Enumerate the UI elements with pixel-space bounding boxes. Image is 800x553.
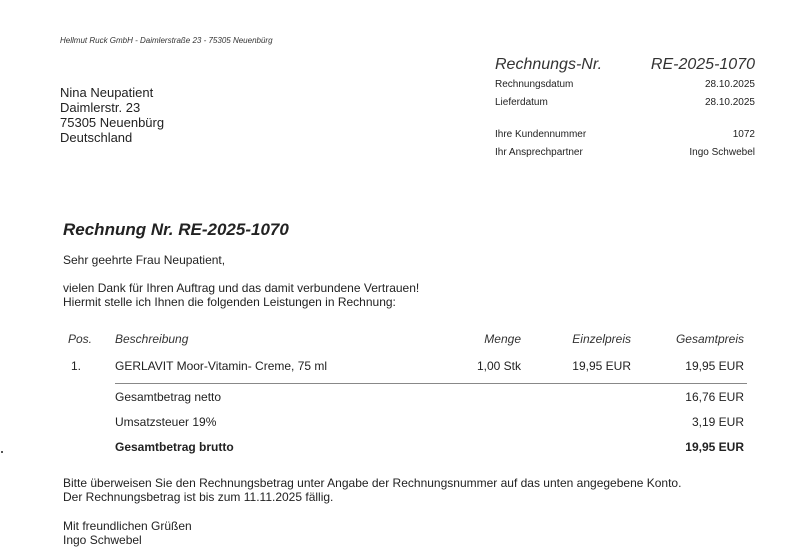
closing: Mit freundlichen Grüßen bbox=[63, 519, 192, 533]
intro-line-2: Hiermit stelle ich Ihnen die folgenden Leistungen in Rechnung: bbox=[63, 295, 396, 309]
sender-line: Hellmut Ruck GmbH - Daimlerstraße 23 - 75305 Neuenbürg bbox=[60, 36, 273, 45]
customer-number-value: 1072 bbox=[732, 129, 755, 140]
net-total-value: 16,76 EUR bbox=[631, 384, 747, 410]
invoice-date-label: Rechnungsdatum bbox=[495, 79, 574, 90]
recipient-address bbox=[60, 85, 164, 145]
contact-value: Ingo Schwebel bbox=[689, 147, 755, 158]
document-title: Rechnung Nr. RE-2025-1070 bbox=[63, 220, 289, 239]
margin-mark bbox=[1, 451, 3, 453]
invoice-items-table bbox=[63, 329, 747, 459]
vat-row bbox=[63, 409, 747, 434]
header-total-price: Gesamtpreis bbox=[675, 332, 744, 346]
header-description: Beschreibung bbox=[115, 332, 189, 346]
invoice-number-value: RE-2025-1070 bbox=[650, 56, 755, 73]
signature: Ingo Schwebel bbox=[63, 533, 142, 547]
header-unit-price: Einzelpreis bbox=[572, 332, 631, 346]
vat-label: Umsatzsteuer 19% bbox=[115, 414, 217, 429]
header-pos: Pos. bbox=[68, 332, 93, 346]
customer-number-label: Ihre Kundennummer bbox=[495, 129, 587, 140]
gross-total-value: 19,95 EUR bbox=[685, 439, 744, 454]
recipient-street: Daimlerstr. 23 bbox=[60, 100, 141, 115]
item-pos: 1. bbox=[71, 359, 82, 374]
intro-line-1: vielen Dank für Ihren Auftrag und das damit verbundene Vertrauen! bbox=[63, 281, 420, 295]
contact-label: Ihr Ansprechpartner bbox=[495, 147, 583, 158]
item-description: GERLAVIT Moor-Vitamin- Creme, 75 ml bbox=[115, 359, 328, 373]
recipient-city: 75305 Neuenbürg bbox=[60, 115, 165, 130]
item-total-price: 19,95 EUR bbox=[685, 359, 744, 373]
item-unit-price: 19,95 EUR bbox=[572, 359, 631, 373]
recipient-country: Deutschland bbox=[60, 130, 133, 145]
payment-line-1: Bitte überweisen Sie den Rechnungsbetrag unter Angabe der Rechnungsnummer auf das unten angegebene Konto. bbox=[63, 476, 682, 490]
recipient-name: Nina Neupatient bbox=[60, 85, 154, 100]
net-total-row bbox=[63, 384, 747, 410]
invoice-date-value: 28.10.2025 bbox=[704, 79, 755, 90]
contact-row bbox=[495, 144, 755, 162]
table-header-row bbox=[63, 329, 747, 349]
salutation: Sehr geehrte Frau Neupatient, bbox=[63, 253, 226, 267]
delivery-date-row bbox=[495, 94, 755, 112]
gross-total-row bbox=[63, 434, 747, 459]
header-quantity: Menge bbox=[484, 332, 521, 346]
delivery-date-label: Lieferdatum bbox=[495, 97, 548, 108]
invoice-number-label: Rechnungs-Nr. bbox=[495, 56, 603, 73]
table-row bbox=[63, 349, 747, 384]
invoice-number-header bbox=[495, 56, 755, 76]
gross-total-label: Gesamtbetrag brutto bbox=[115, 439, 234, 454]
vat-value: 3,19 EUR bbox=[691, 414, 744, 429]
customer-number-row bbox=[495, 126, 755, 144]
invoice-date-row bbox=[495, 76, 755, 94]
net-total-label: Gesamtbetrag netto bbox=[115, 384, 631, 410]
item-quantity: 1,00 Stk bbox=[476, 359, 521, 373]
invoice-meta bbox=[495, 56, 755, 162]
delivery-date-value: 28.10.2025 bbox=[704, 97, 755, 108]
payment-line-2: Der Rechnungsbetrag ist bis zum 11.11.2025 fällig. bbox=[63, 490, 334, 504]
